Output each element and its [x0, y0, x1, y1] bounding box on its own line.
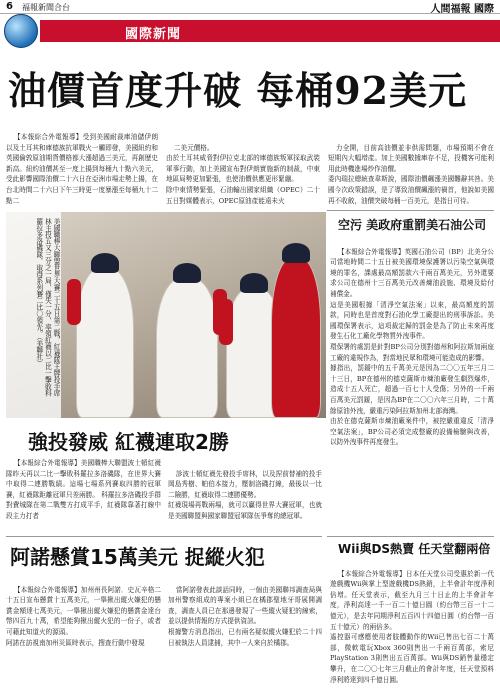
player-figure	[76, 268, 134, 418]
redsox-headline: 強投發威 紅襪連取2勝	[28, 430, 229, 454]
redsox-text: 診波士頓紅襪先發投手席林，以及捏前替補的投手岡島秀樹、帕伯本接力，壓制洛磯打線，最後以一比二險勝，紅襪取得二連勝優勢。 紅襪現場再戰兩場，就可以贏得世界大賽冠軍，也就是美國聯盟與國家聯盟冠軍隊伍爭奪的總冠軍。	[168, 469, 322, 520]
wii-headline: Wii與DS熱賣 任天堂翻兩倍	[338, 542, 491, 556]
section-band	[40, 20, 500, 42]
page-header-bar	[0, 0, 500, 14]
lead-story-col1	[6, 132, 158, 207]
arson-text: 【本報綜合外電報導】加州州長阿諾．史瓦辛格二十五日宣布懸賞十五萬美元，一舉揪出縱火嫌犯的懸賞金額達七萬美元，一舉揪出縱火嫌犯的懸賞金達台幣四百九十萬，希望能夠揪出縱火犯的一份子，或者可藉此知道火的源頭。 阿諾在訪視南加州災區時表示，搜查行動中發現	[6, 585, 161, 647]
arson-text: 當阿諾發表此談話同時，一個由美國聯邦調查局與加州警察組成的專案小組已在橘郡聖地牙哥展開調查，調查人員已在那邊發現了一些縱火疑犯的線索，並以提供情報的方式提供資訊。 根據警方消息指出，已有兩名疑似縱火嫌犯於二十四日被執法人員逮捕，其中一人來自於橘郡。	[168, 585, 322, 647]
lead-story-col3	[328, 132, 494, 207]
redsox-text: 【本報綜合外電報導】美國職棒大聯盟波士頓紅襪隊昨天再以二比一擊敗科羅拉多洛磯隊，在世界大賽中取得二連勝戰績。這場七場系列賽取四勝的冠軍賽，紅襪隊距離冠軍只差兩勝。 科羅拉多洛磯投手群對費城隊在第二戰雙方打成平手，紅襪隊靠著打線中段主力打者	[6, 459, 161, 520]
publication-label: 福報新聞合台	[22, 3, 70, 12]
photo-caption: 美國職棒大聯盟世界大賽二十五日第二戰，紅襪隊王牌投手席林主投五又三分之一局，僅失一分，率領紅襪以二比一擊敗科羅拉多洛磯隊，取得系列賽二比〇領先。（美聯社）	[34, 218, 60, 397]
divider	[327, 536, 494, 537]
player-figure	[156, 278, 218, 418]
lead-story-col2	[166, 132, 320, 207]
globe-icon	[4, 14, 38, 48]
lead-story-text: 【本報綜合外電報導】受到美國耐裁庫油儲伊朗以及土耳其和庫德族抗軍戰火一觸即發，美國紐約和英國倫敦原油期貨價格都大漲超過三美元，再創歷史新高。紐約油價甚至一度上揚到每桶九十點六美元，受此影響國際油價二十六日在亞洲市場走勢上揚，在台北時間二十六日下午三時更一度暴漲至每桶九十二點二	[6, 133, 158, 205]
shell-story-text: 【本報綜合外電報導】英國石油公司（BP）北美分公司當地時間二十五日被美國環境保護署以污染空氣與環境的罪名，課處最高額罰款六千兩百萬美元，另外還要求公司在德州十三百萬美元改善煉油設施、環境及給付補償金。 這是美國根據「清淨空氣法案」以來，最高額度的罰款，同時也是首度對石油化學工廠提出的刑事訴訟。美國環保署表示，這項裁定歸的罰金是為了防止未來再度發生石化工廠化學物質外洩事件。 環保署的處罰是針對BP公司分別對德州和阿拉斯加兩座工廠的違規作為，對當地民眾和環境可能造成的影響。 據指出，罰鍰中的五千萬美元是因為二〇〇五年三月二十三日，BP在德州的德克薩斯市煉油廠發生劇烈爆炸，造成十五人死亡，超過一百七十人受傷；另外的一千兩百萬美元罰鍰，是因為BP在二〇〇六年三月時，二十萬餘原油外洩，嚴重污染阿拉斯加州北部海灣。 由於在德克薩斯市煉油廠案件中，被控嚴重違反「清淨空氣法案」，BP公司必須完成整廠的設備檢驗與改善，以防外洩事件再度發生。	[330, 247, 494, 447]
masthead: 人間福報 國際	[430, 4, 494, 15]
player-figure	[271, 258, 321, 418]
divider	[327, 210, 494, 211]
page-number: 6	[6, 1, 13, 12]
shell-story-body	[330, 236, 494, 534]
wii-story-body	[330, 558, 494, 688]
redsox-col2	[168, 458, 322, 534]
lead-story-text: 二美元價格。 由於土耳其威脅對伊拉克北部的庫德族叛軍採取武裝軍事行動，加上美國宣布對伊朗實施新的制裁，中東地區局勢更加緊張，也使油價供應更形緊繃。 除中東情勢緊張，石油輸出國家組織（OPEC）二十五日對媒體表示，OPEC原油產能遠未火	[166, 143, 320, 205]
shell-story-headline: 空污 美政府重罰美石油公司	[338, 218, 487, 232]
divider	[6, 536, 322, 537]
redsox-col1	[6, 458, 161, 534]
wii-story-text: 【本報綜合外電報導】日本任天堂公司受惠於新一代遊戲機Wii與掌上型遊戲機DS熱銷，上半會計年度淨利倍增。任天堂表示，截至九月三十日止的上半會計年度，淨利高達一千一百二十億日圓（約台幣三百一十二億元），是去年同期淨利五百四十四億日圓（約台幣一百五十億元）的兩倍多。 遙控器可感應使用者肢體動作的Wii已售出七百二十萬部，微軟電玩Xbox 360則售出一千兩百萬部，索尼PlayStation 3則售出五百萬部。Wii與DS銷售量穩定攀升，在二〇〇七年三月截止的會計年度，任天堂預料淨利將達到四千億日圓。	[330, 569, 494, 684]
arson-col1	[6, 574, 161, 688]
arson-col2	[168, 574, 322, 688]
lead-story-text: 力全開，目前高油價並非供需問題，市場預期不會在短期內大幅增產。加上美國數據庫存不足，投機客可能利用此時機進場炒作油價。 委內瑞拉總統查韋斯說，國際油價飆漲美國難辭其咎。美國今次政策錯誤，是了導致油價飆漲的禍首，他說如美國再不收斂，油價突破每桶一百美元，是指日可待。	[328, 143, 494, 205]
arson-headline: 阿諾懸賞15萬美元 捉縱火犯	[10, 545, 265, 569]
lead-headline: 油價首度升破 每桶92美元	[8, 68, 468, 113]
section-title: 國際新聞	[125, 27, 182, 42]
